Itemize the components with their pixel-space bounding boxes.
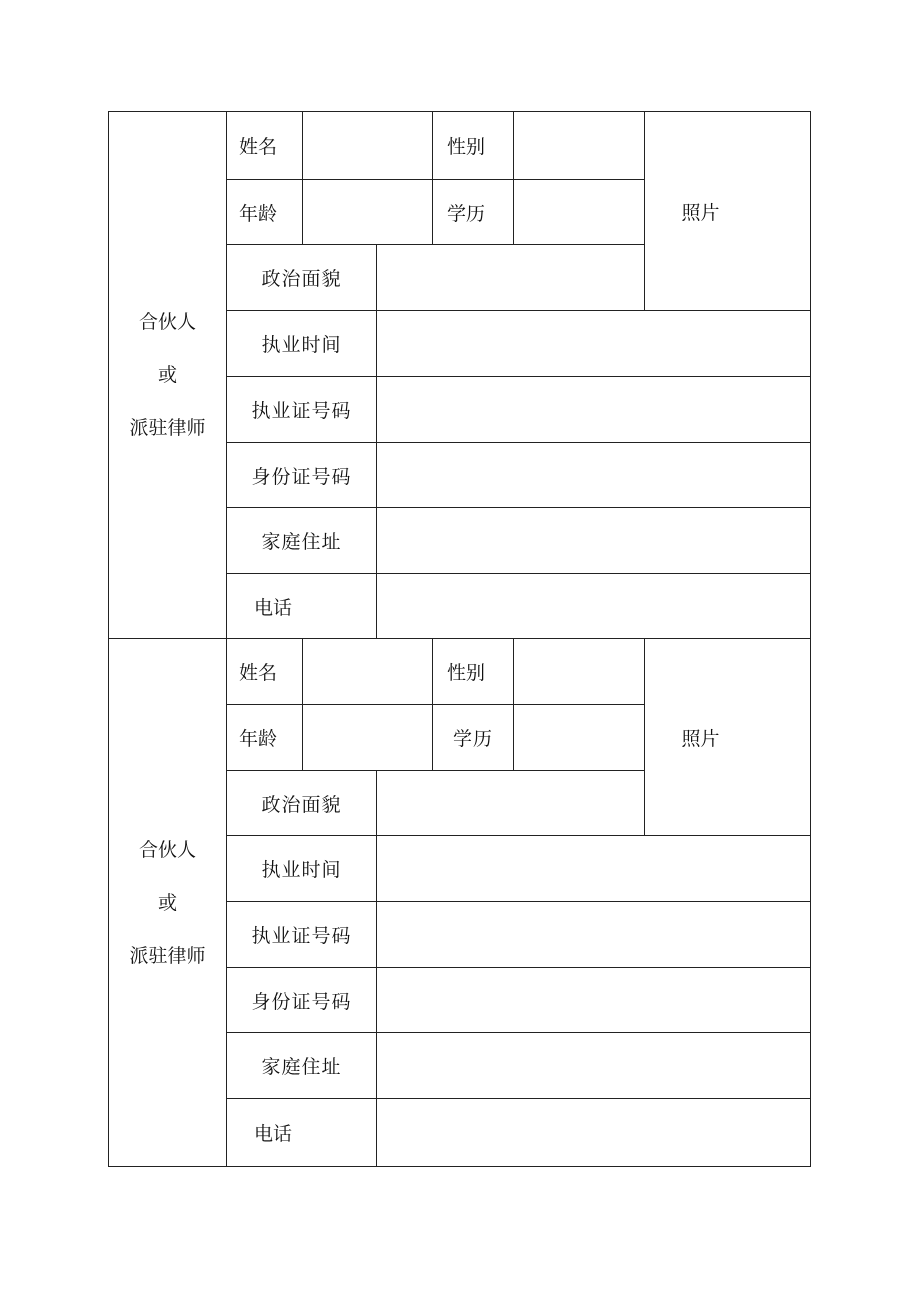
political-status-label: 政治面貌	[227, 245, 377, 311]
gender-field[interactable]	[514, 112, 645, 180]
gender-label: 性别	[433, 639, 514, 705]
gender-label: 性别	[433, 112, 514, 180]
photo-box[interactable]: 照片	[645, 639, 811, 836]
address-field[interactable]	[377, 1033, 811, 1099]
education-field[interactable]	[514, 705, 645, 771]
age-label: 年龄	[227, 180, 303, 245]
id-no-label: 身份证号码	[227, 443, 377, 508]
political-status-field[interactable]	[377, 771, 645, 836]
education-label: 学历	[433, 180, 514, 245]
practice-time-field[interactable]	[377, 311, 811, 377]
practice-time-label: 执业时间	[227, 836, 377, 902]
role-line-3: 派驻律师	[129, 417, 206, 439]
name-label: 姓名	[227, 112, 303, 180]
id-no-label: 身份证号码	[227, 968, 377, 1033]
role-line-2: 或	[157, 891, 177, 914]
row-name-gender	[109, 639, 811, 705]
age-field[interactable]	[303, 180, 433, 245]
license-no-field[interactable]	[377, 902, 811, 968]
education-field[interactable]	[514, 180, 645, 245]
partner-info-form	[108, 111, 811, 1167]
education-label: 学历	[433, 705, 514, 771]
license-no-field[interactable]	[377, 377, 811, 443]
address-field[interactable]	[377, 508, 811, 574]
phone-label: 电话	[227, 574, 377, 639]
phone-label: 电话	[227, 1099, 377, 1167]
role-line-1: 合伙人	[138, 311, 196, 333]
age-field[interactable]	[303, 705, 433, 771]
age-label: 年龄	[227, 705, 303, 771]
name-label: 姓名	[227, 639, 303, 705]
name-field[interactable]	[303, 639, 433, 705]
role-line-2: 或	[157, 364, 177, 386]
address-label: 家庭住址	[227, 508, 377, 574]
role-line-3: 派驻律师	[129, 944, 206, 967]
role-cell	[109, 112, 227, 639]
phone-field[interactable]	[377, 1099, 811, 1167]
id-no-field[interactable]	[377, 443, 811, 508]
name-field[interactable]	[303, 112, 433, 180]
address-label: 家庭住址	[227, 1033, 377, 1099]
phone-field[interactable]	[377, 574, 811, 639]
practice-time-label: 执业时间	[227, 311, 377, 377]
practice-time-field[interactable]	[377, 836, 811, 902]
row-name-gender	[109, 112, 811, 180]
photo-box[interactable]: 照片	[645, 112, 811, 311]
license-no-label: 执业证号码	[227, 902, 377, 968]
role-cell	[109, 639, 227, 1167]
license-no-label: 执业证号码	[227, 377, 377, 443]
political-status-field[interactable]	[377, 245, 645, 311]
political-status-label: 政治面貌	[227, 771, 377, 836]
id-no-field[interactable]	[377, 968, 811, 1033]
gender-field[interactable]	[514, 639, 645, 705]
role-line-1: 合伙人	[138, 838, 196, 861]
